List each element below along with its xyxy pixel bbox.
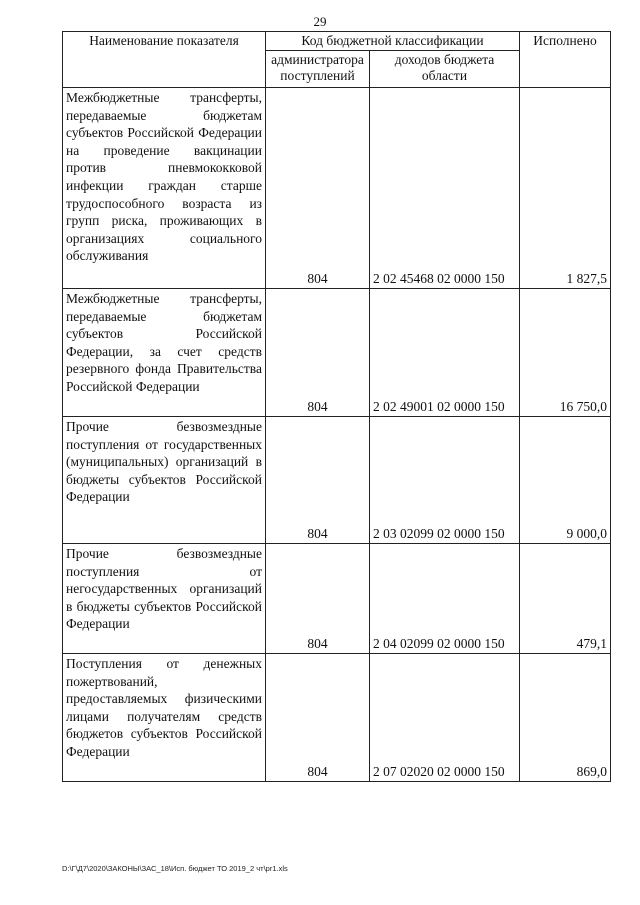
table-row [63, 654, 611, 782]
row-admin: 804 [266, 88, 370, 289]
header-admin: администратора поступлений [266, 51, 370, 88]
footer-file-path: D:\Г\Д7\2020\ЗАКОНЫ\ЗАС_18\Исп. бюджет ТО 2019_2 чт\pr1.xls [62, 864, 288, 873]
row-executed: 479,1 [520, 544, 611, 654]
table-row [63, 544, 611, 654]
row-code: 2 02 45468 02 0000 150 [370, 88, 520, 289]
row-code: 2 04 02099 02 0000 150 [370, 544, 520, 654]
header-code-group: Код бюджетной классификации [266, 32, 520, 51]
row-executed: 9 000,0 [520, 417, 611, 544]
row-name: Прочие безвозмездные поступления от государственных (муниципальных) организаций в бюджеты субъектов Российской Федерации [63, 417, 266, 544]
row-code: 2 02 49001 02 0000 150 [370, 289, 520, 417]
header-name: Наименование показателя [63, 32, 266, 88]
row-admin: 804 [266, 417, 370, 544]
header-revenue: доходов бюджета области [370, 51, 520, 88]
row-executed: 16 750,0 [520, 289, 611, 417]
header-executed: Исполнено [520, 32, 611, 88]
row-admin: 804 [266, 289, 370, 417]
page-number: 29 [313, 14, 327, 29]
row-admin: 804 [266, 544, 370, 654]
row-executed: 1 827,5 [520, 88, 611, 289]
row-code: 2 03 02099 02 0000 150 [370, 417, 520, 544]
row-name: Межбюджетные трансферты, передаваемые бюджетам субъектов Российской Федерации на проведение вакцинации против пневмококковой инфекции граждан старше трудоспособного возраста из групп риска, проживающих в организациях социального обслуживания [63, 88, 266, 289]
table-row [63, 88, 611, 289]
table-row [63, 289, 611, 417]
row-code: 2 07 02020 02 0000 150 [370, 654, 520, 782]
table-row [63, 417, 611, 544]
row-name: Прочие безвозмездные поступления от негосударственных организаций в бюджеты субъектов Российской Федерации [63, 544, 266, 654]
budget-table [62, 31, 611, 782]
row-executed: 869,0 [520, 654, 611, 782]
row-name: Межбюджетные трансферты, передаваемые бюджетам субъектов Российской Федерации, за счет средств резервного фонда Правительства Российской Федерации [63, 289, 266, 417]
row-admin: 804 [266, 654, 370, 782]
header-row-main [63, 32, 611, 51]
row-name: Поступления от денежных пожертвований, предоставляемых физическими лицами получателям средств бюджетов субъектов Российской Федерации [63, 654, 266, 782]
